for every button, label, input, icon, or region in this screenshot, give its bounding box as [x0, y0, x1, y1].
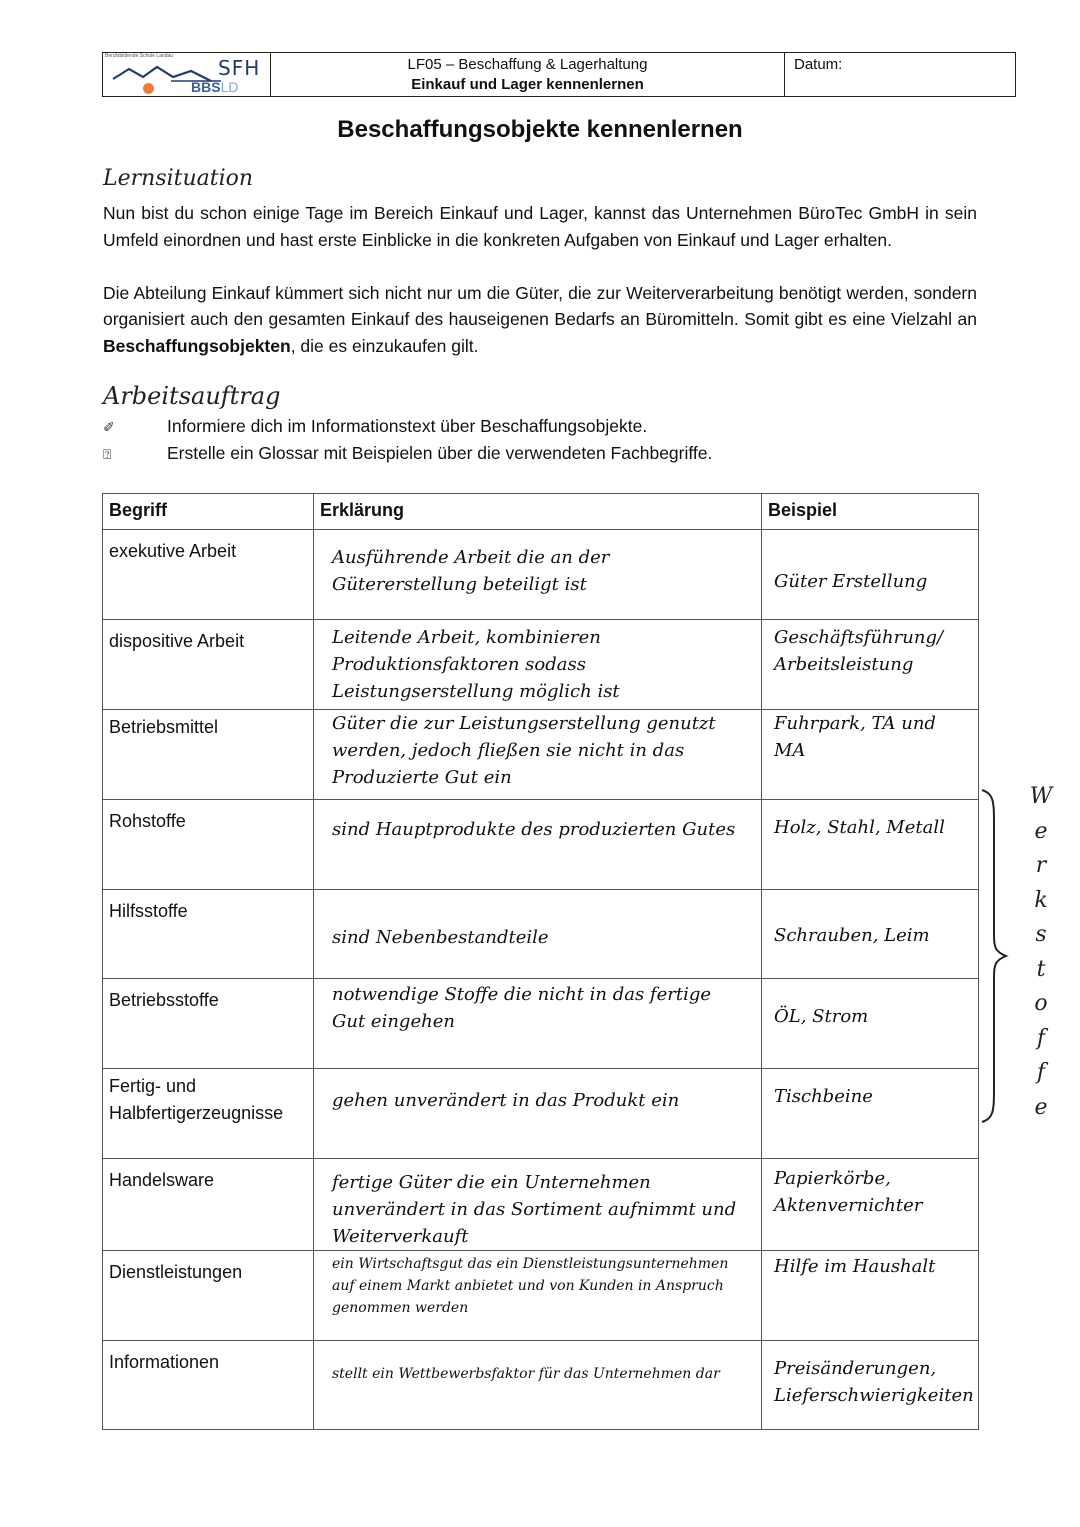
- task-item: ✐ Informiere dich im Informationstext über Beschaffungsobjekte.: [103, 413, 647, 441]
- table-row: [103, 1159, 979, 1251]
- term-cell: Fertig- und Halbfertigerzeugnisse: [103, 1069, 314, 1159]
- table-row: [103, 1341, 979, 1430]
- example-cell: Preisänderungen, Lieferschwierigkeiten: [762, 1341, 979, 1430]
- example-cell: ÖL, Strom: [762, 979, 979, 1069]
- orange-dot-icon: [143, 83, 154, 94]
- column-header-beispiel: Beispiel: [762, 494, 979, 530]
- explanation-cell: fertige Güter die ein Unternehmen unverändert in das Sortiment aufnimmt und Weiterverkauft: [314, 1159, 762, 1251]
- term-cell: Rohstoffe: [103, 800, 314, 890]
- page-title: Beschaffungsobjekte kennenlernen: [337, 116, 743, 143]
- example-cell: Schrauben, Leim: [762, 890, 979, 979]
- explanation-cell: notwendige Stoffe die nicht in das fertige Gut eingehen: [314, 979, 762, 1069]
- term-cell: Hilfsstoffe: [103, 890, 314, 979]
- lernsituation-paragraph-2: Die Abteilung Einkauf kümmert sich nicht nur um die Güter, die zur Weiterverarbeitung benötigt werden, sondern organisiert auch den gesamten Einkauf des hauseigenen Bedarfs an Büromitteln. Somit gibt es eine Vielzahl an Beschaffungsobjekten, die es einzukaufen gilt.: [103, 282, 977, 356]
- explanation-cell: sind Hauptprodukte des produzierten Gutes: [314, 800, 762, 890]
- example-cell: Fuhrpark, TA und MA: [762, 710, 979, 800]
- term-cell: Betriebsstoffe: [103, 979, 314, 1069]
- explanation-cell: Leitende Arbeit, kombinieren Produktionsfaktoren sodass Leistungserstellung möglich ist: [314, 620, 762, 710]
- table-row: [103, 800, 979, 890]
- date-field: [785, 53, 1015, 96]
- explanation-cell: stellt ein Wettbewerbsfaktor für das Unternehmen dar: [314, 1341, 762, 1430]
- glasses-icon: ✐: [103, 419, 115, 435]
- glossary-table: [102, 493, 979, 1430]
- table-row: [103, 710, 979, 800]
- lernsituation-paragraph-1: Nun bist du schon einige Tage im Bereich Einkauf und Lager, kannst das Unternehmen BüroTec GmbH in sein Umfeld einordnen und hast erste Einblicke in die konkreten Aufgaben von Einkauf und Lager erhalten.: [103, 203, 977, 250]
- table-row: [103, 890, 979, 979]
- table-row: [103, 979, 979, 1069]
- term-cell: dispositive Arbeit: [103, 620, 314, 710]
- term-cell: Betriebsmittel: [103, 710, 314, 800]
- document-header: [102, 52, 1016, 97]
- table-row: [103, 530, 979, 620]
- course-info: [271, 53, 785, 96]
- table-row: [103, 1069, 979, 1159]
- example-cell: Hilfe im Haushalt: [762, 1251, 979, 1341]
- explanation-cell: sind Nebenbestandteile: [314, 890, 762, 979]
- example-cell: Holz, Stahl, Metall: [762, 800, 979, 890]
- term-cell: exekutive Arbeit: [103, 530, 314, 620]
- example-cell: Geschäftsführung/ Arbeitsleistung: [762, 620, 979, 710]
- arbeitsauftrag-heading: Arbeitsauftrag: [103, 382, 281, 410]
- term-cell: Informationen: [103, 1341, 314, 1430]
- date-label: Datum:: [794, 56, 843, 73]
- example-cell: Papierkörbe, Aktenvernichter: [762, 1159, 979, 1251]
- table-row: [103, 1251, 979, 1341]
- example-cell: Güter Erstellung: [762, 530, 979, 620]
- missing-glyph-icon: ⍰: [103, 446, 112, 462]
- logo-sfh-text: SFH: [218, 56, 261, 80]
- course-title: LF05 – Beschaffung & Lagerhaltung: [407, 56, 648, 73]
- course-subtitle: Einkauf und Lager kennenlernen: [411, 76, 644, 93]
- logo-bbsld-text: BBSLD: [191, 79, 239, 95]
- school-name-small: Berufsbildende Schule Landau: [105, 53, 174, 59]
- explanation-cell: Güter die zur Leistungserstellung genutzt werden, jedoch fließen sie nicht in das Produzierte Gut ein: [314, 710, 762, 800]
- task-item: ⍰ Erstelle ein Glossar mit Beispielen über die verwendeten Fachbegriffe.: [103, 440, 712, 468]
- term-cell: Dienstleistungen: [103, 1251, 314, 1341]
- column-header-erklaerung: Erklärung: [314, 494, 762, 530]
- table-header-row: [103, 494, 979, 530]
- werkstoffe-annotation: W e r k s t o f f e: [1029, 784, 1053, 1120]
- table-row: [103, 620, 979, 710]
- explanation-cell: Ausführende Arbeit die an der Gütererstellung beteiligt ist: [314, 530, 762, 620]
- curly-brace-icon: [978, 786, 1018, 1126]
- example-cell: Tischbeine: [762, 1069, 979, 1159]
- column-header-begriff: Begriff: [103, 494, 314, 530]
- term-cell: Handelsware: [103, 1159, 314, 1251]
- school-logo: [103, 53, 271, 96]
- explanation-cell: ein Wirtschaftsgut das ein Dienstleistungsunternehmen auf einem Markt anbietet und von Kunden in Anspruch genommen werden: [314, 1251, 762, 1341]
- lernsituation-heading: Lernsituation: [103, 166, 254, 191]
- explanation-cell: gehen unverändert in das Produkt ein: [314, 1069, 762, 1159]
